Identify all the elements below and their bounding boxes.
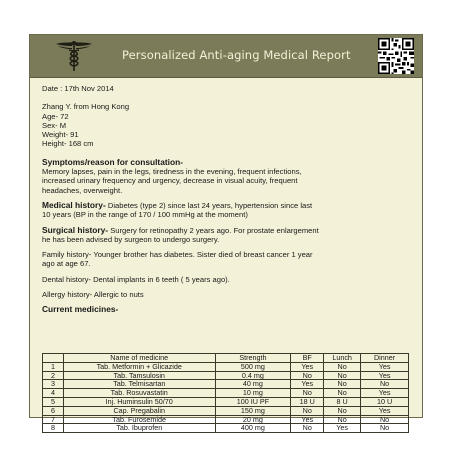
cell-bf: Yes (291, 380, 324, 389)
medical-history (42, 201, 412, 210)
report-title: Personalized Anti-aging Medical Report (122, 48, 351, 62)
cell-index: 1 (43, 362, 64, 371)
patient-age: Age- 72 (42, 111, 69, 121)
cell-strength: 100 IU PF (215, 397, 291, 406)
surgical-history (42, 226, 412, 235)
cell-name: Tab. Tamsulosin (63, 371, 215, 380)
cell-lunch: No (324, 389, 361, 398)
col-header-lunch: Lunch (324, 354, 361, 363)
cell-bf: No (291, 389, 324, 398)
report-date: Date : 17th Nov 2014 (42, 84, 114, 93)
cell-index: 8 (43, 424, 64, 433)
cell-strength: 500 mg (215, 362, 291, 371)
cell-strength: 40 mg (215, 380, 291, 389)
cell-strength: 0.4 mg (215, 371, 291, 380)
symptoms-line: increased urinary frequency and urgency, decrease in visual acuity, frequent (42, 176, 298, 186)
cell-lunch: No (324, 362, 361, 371)
cell-dinner: Yes (361, 371, 409, 380)
col-header-dinner: Dinner (361, 354, 409, 363)
cell-index: 7 (43, 415, 64, 424)
cell-lunch: No (324, 415, 361, 424)
table-row (43, 397, 409, 406)
cell-bf: No (291, 424, 324, 433)
cell-name: Inj. Huminsulin 50/70 (63, 397, 215, 406)
cell-lunch: 8 U (324, 397, 361, 406)
medical-history-title: Medical history- (42, 199, 106, 210)
col-header-strength: Strength (215, 354, 291, 363)
cell-dinner: No (361, 415, 409, 424)
surgical-history-line: he has been advised by surgeon to undergo surgery. (42, 234, 220, 244)
symptoms-line: Memory lapses, pain in the legs, tiredness in the evening, frequent infections, (42, 167, 302, 177)
table-row (43, 362, 409, 371)
cell-dinner: Yes (361, 389, 409, 398)
family-history: Family history- Younger brother has diabetes. Sister died of breast cancer 1 year (42, 250, 313, 260)
cell-dinner: No (361, 424, 409, 433)
col-header-index (43, 354, 64, 363)
cell-name: Cap. Pregabalin (63, 406, 215, 415)
cell-lunch: No (324, 406, 361, 415)
table-row (43, 380, 409, 389)
medicines-table (42, 353, 409, 433)
cell-bf: Yes (291, 415, 324, 424)
cell-name: Tab. Telmisartan (63, 380, 215, 389)
cell-name: Tab. Furosemide (63, 415, 215, 424)
col-header-bf: BF (291, 354, 324, 363)
symptoms-line: headaches, overweight. (42, 185, 123, 195)
cell-index: 4 (43, 389, 64, 398)
medical-history-text: Diabetes (type 2) since last 24 years, hypertension since last (105, 200, 313, 210)
cell-bf: No (291, 371, 324, 380)
surgical-history-text: Surgery for retinopathy 2 years ago. For prostate enlargement (108, 225, 319, 235)
surgical-history-title: Surgical history- (42, 224, 109, 235)
cell-lunch: No (324, 371, 361, 380)
table-row (43, 389, 409, 398)
cell-index: 2 (43, 371, 64, 380)
table-row (43, 371, 409, 380)
cell-strength: 150 mg (215, 406, 291, 415)
cell-dinner: No (361, 380, 409, 389)
cell-name: Tab. Rosuvastatin (63, 389, 215, 398)
cell-bf: 18 U (291, 397, 324, 406)
cell-name: Tab. Metformin + Glicazide (63, 362, 215, 371)
patient-sex: Sex- M (42, 120, 67, 130)
cell-dinner: 10 U (361, 397, 409, 406)
medicines-title: Current medicines- (42, 304, 119, 315)
patient-name: Zhang Y. from Hong Kong (42, 102, 130, 112)
caduceus-icon (54, 40, 94, 72)
table-row (43, 415, 409, 424)
medical-history-line: 10 years (BP in the range of 170 / 100 mmHg at the moment) (42, 210, 248, 220)
col-header-name: Name of medicine (63, 354, 215, 363)
patient-height: Height- 168 cm (42, 139, 94, 149)
allergy-history: Allergy history- Allergic to nuts (42, 290, 144, 300)
qr-code-icon (378, 38, 414, 74)
cell-index: 3 (43, 380, 64, 389)
cell-dinner: Yes (361, 362, 409, 371)
cell-name: Tab. Ibuprofen (63, 424, 215, 433)
cell-strength: 20 mg (215, 415, 291, 424)
cell-bf: No (291, 406, 324, 415)
family-history-line: ago at age 67. (42, 259, 91, 269)
table-header-row (43, 354, 409, 363)
patient-weight: Weight- 91 (42, 130, 79, 140)
cell-strength: 400 mg (215, 424, 291, 433)
cell-lunch: Yes (324, 424, 361, 433)
medical-report (29, 34, 423, 433)
table-row (43, 406, 409, 415)
cell-index: 6 (43, 406, 64, 415)
cell-lunch: No (324, 380, 361, 389)
table-row (43, 424, 409, 433)
symptoms-title: Symptoms/reason for consultation- (42, 156, 183, 167)
cell-strength: 10 mg (215, 389, 291, 398)
cell-index: 5 (43, 397, 64, 406)
report-body (42, 84, 412, 315)
cell-bf: Yes (291, 362, 324, 371)
report-header (30, 35, 422, 78)
dental-history: Dental history- Dental implants in 6 teeth ( 5 years ago). (42, 274, 230, 284)
cell-dinner: Yes (361, 406, 409, 415)
